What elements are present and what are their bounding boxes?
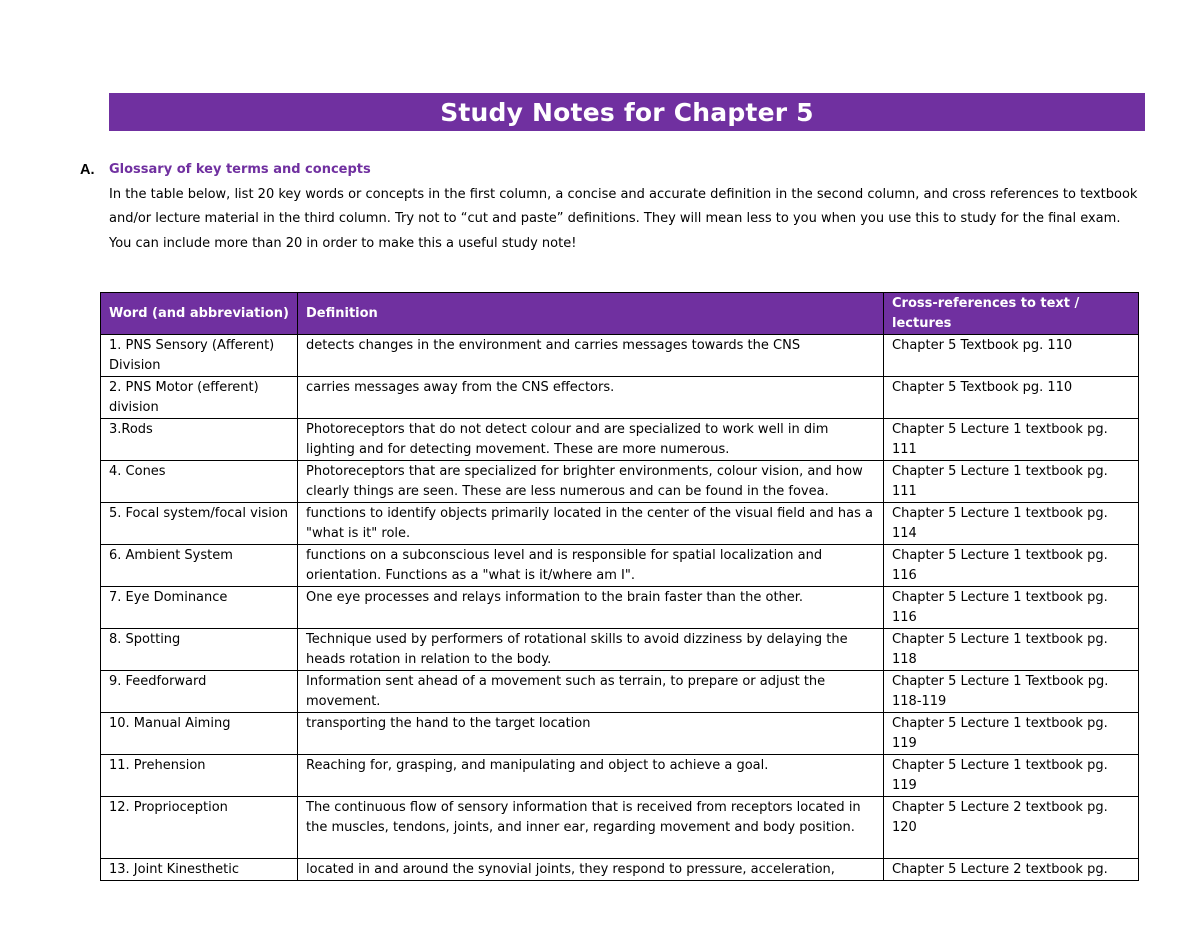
- definition-cell: Technique used by performers of rotational skills to avoid dizziness by delaying the heads rotation in relation to the body.: [298, 629, 884, 671]
- reference-cell: Chapter 5 Lecture 1 textbook pg. 119: [884, 713, 1139, 755]
- reference-cell: Chapter 5 Lecture 1 textbook pg. 116: [884, 587, 1139, 629]
- table-row: [101, 859, 1139, 881]
- term-cell: 2. PNS Motor (efferent) division: [101, 377, 298, 419]
- definition-cell: Photoreceptors that are specialized for brighter environments, colour vision, and how clearly things are seen. These are less numerous and can be found in the fovea.: [298, 461, 884, 503]
- definition-cell: located in and around the synovial joints, they respond to pressure, acceleration,: [298, 859, 884, 881]
- table-row: [101, 335, 1139, 377]
- reference-cell: Chapter 5 Lecture 1 textbook pg. 114: [884, 503, 1139, 545]
- reference-cell: Chapter 5 Lecture 1 textbook pg. 118: [884, 629, 1139, 671]
- definition-cell: One eye processes and relays information to the brain faster than the other.: [298, 587, 884, 629]
- table-row: [101, 587, 1139, 629]
- table-row: [101, 671, 1139, 713]
- reference-cell: Chapter 5 Lecture 1 textbook pg. 119: [884, 755, 1139, 797]
- glossary-section: [80, 158, 1140, 256]
- definition-cell: Photoreceptors that do not detect colour and are specialized to work well in dim lighting and for detecting movement. These are more numerous.: [298, 419, 884, 461]
- reference-cell: Chapter 5 Lecture 1 textbook pg. 116: [884, 545, 1139, 587]
- term-cell: 9. Feedforward: [101, 671, 298, 713]
- title-banner: [109, 93, 1145, 131]
- reference-cell: Chapter 5 Lecture 1 Textbook pg. 118-119: [884, 671, 1139, 713]
- reference-cell: Chapter 5 Textbook pg. 110: [884, 335, 1139, 377]
- section-marker: A.: [80, 162, 95, 178]
- reference-cell: Chapter 5 Lecture 2 textbook pg. 120: [884, 797, 1139, 859]
- term-cell: 4. Cones: [101, 461, 298, 503]
- definition-cell: Reaching for, grasping, and manipulating and object to achieve a goal.: [298, 755, 884, 797]
- page-title: Study Notes for Chapter 5: [440, 97, 814, 127]
- term-cell: 13. Joint Kinesthetic: [101, 859, 298, 881]
- reference-cell: Chapter 5 Lecture 1 textbook pg. 111: [884, 461, 1139, 503]
- reference-cell: Chapter 5 Textbook pg. 110: [884, 377, 1139, 419]
- section-heading: Glossary of key terms and concepts: [109, 162, 371, 177]
- table-header-row: [101, 293, 1139, 335]
- term-cell: 6. Ambient System: [101, 545, 298, 587]
- definition-cell: carries messages away from the CNS effectors.: [298, 377, 884, 419]
- term-cell: 12. Proprioception: [101, 797, 298, 859]
- term-cell: 3.Rods: [101, 419, 298, 461]
- reference-cell: Chapter 5 Lecture 2 textbook pg.: [884, 859, 1139, 881]
- table-row: [101, 377, 1139, 419]
- table-row: [101, 545, 1139, 587]
- term-cell: 1. PNS Sensory (Afferent) Division: [101, 335, 298, 377]
- header-cross-references: Cross-references to text / lectures: [884, 293, 1139, 335]
- table-row: [101, 713, 1139, 755]
- definition-cell: transporting the hand to the target location: [298, 713, 884, 755]
- table-row: [101, 503, 1139, 545]
- table-row: [101, 797, 1139, 859]
- term-cell: 11. Prehension: [101, 755, 298, 797]
- section-intro: In the table below, list 20 key words or concepts in the first column, a concise and accurate definition in the second column, and cross references to textbook and/or lecture material in the third column. Try not to “cut and paste” definitions. They will mean less to you when you use this to study for the final exam. You can include more than 20 in order to make this a useful study note!: [109, 186, 1138, 251]
- definition-cell: Information sent ahead of a movement such as terrain, to prepare or adjust the movement.: [298, 671, 884, 713]
- table-row: [101, 755, 1139, 797]
- table-row: [101, 419, 1139, 461]
- table-row: [101, 629, 1139, 671]
- header-definition: Definition: [298, 293, 884, 335]
- definition-cell: detects changes in the environment and carries messages towards the CNS: [298, 335, 884, 377]
- term-cell: 5. Focal system/focal vision: [101, 503, 298, 545]
- header-word: Word (and abbreviation): [101, 293, 298, 335]
- definition-cell: functions to identify objects primarily located in the center of the visual field and has a "what is it" role.: [298, 503, 884, 545]
- term-cell: 8. Spotting: [101, 629, 298, 671]
- term-cell: 7. Eye Dominance: [101, 587, 298, 629]
- glossary-table: [100, 292, 1139, 881]
- reference-cell: Chapter 5 Lecture 1 textbook pg. 111: [884, 419, 1139, 461]
- table-row: [101, 461, 1139, 503]
- definition-cell: The continuous flow of sensory information that is received from receptors located in the muscles, tendons, joints, and inner ear, regarding movement and body position.: [298, 797, 884, 859]
- definition-cell: functions on a subconscious level and is responsible for spatial localization and orientation. Functions as a "what is it/where am I".: [298, 545, 884, 587]
- term-cell: 10. Manual Aiming: [101, 713, 298, 755]
